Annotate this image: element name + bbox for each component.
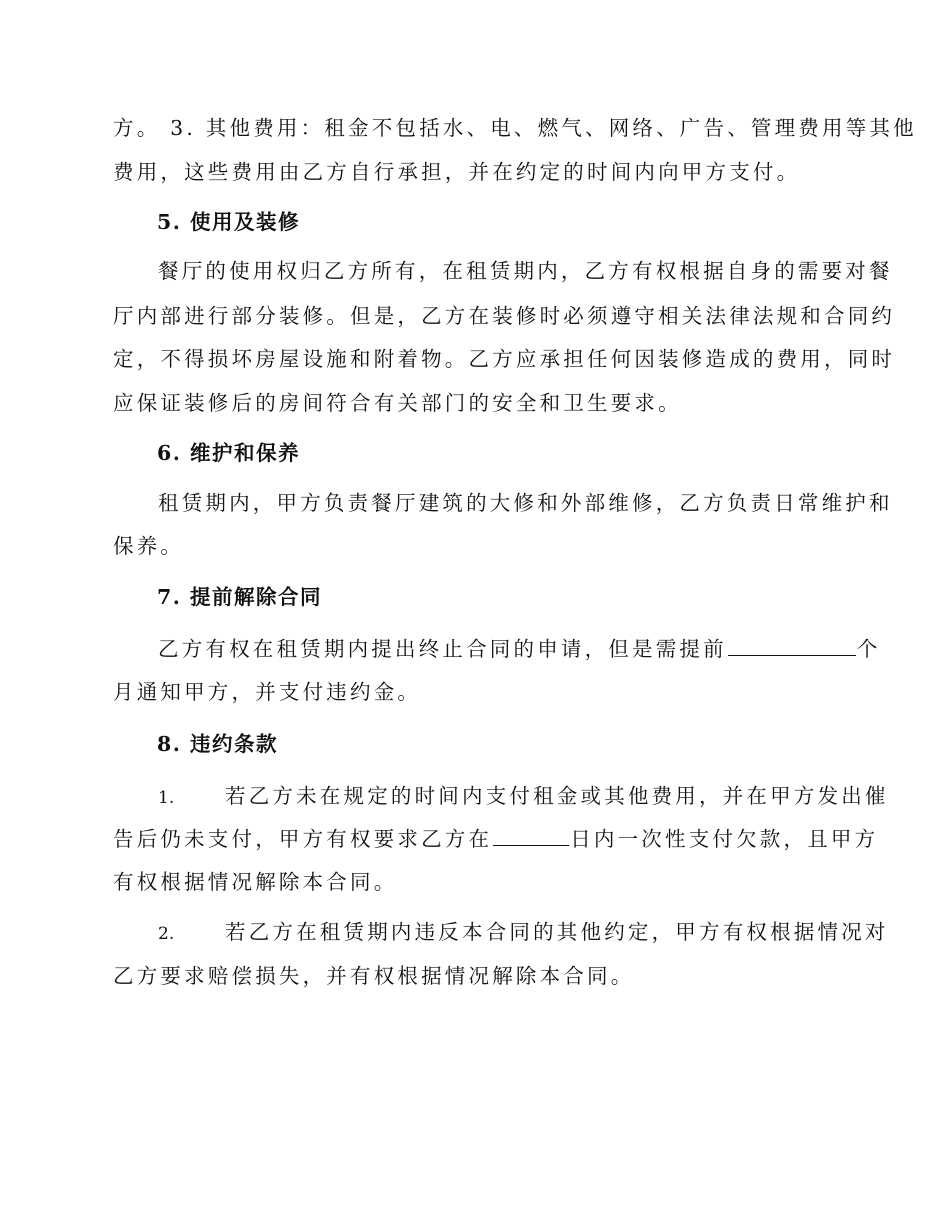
paragraph-text: 个 bbox=[856, 637, 881, 661]
paragraph-line: 定，不得损坏房屋设施和附着物。乙方应承担任何因装修造成的费用，同时 bbox=[113, 347, 896, 371]
paragraph-line: 租赁期内，甲方负责餐厅建筑的大修和外部维修，乙方负责日常维护和 bbox=[158, 491, 893, 515]
paragraph-line: 餐厅的使用权归乙方所有，在租赁期内，乙方有权根据自身的需要对餐 bbox=[158, 259, 893, 283]
paragraph-text: 告后仍未支付，甲方有权要求乙方在 bbox=[113, 827, 493, 851]
fill-in-blank-months[interactable] bbox=[728, 637, 856, 656]
paragraph-line: 方。 3. 其他费用：租金不包括水、电、燃气、网络、广告、管理费用等其他 bbox=[113, 116, 917, 140]
paragraph-line: 月通知甲方，并支付违约金。 bbox=[113, 680, 422, 704]
list-item-line bbox=[158, 782, 889, 812]
section-heading-6: 6. 维护和保养 bbox=[157, 441, 301, 465]
paragraph-line: 有权根据情况解除本合同。 bbox=[113, 870, 398, 894]
list-item-number: 2. bbox=[158, 924, 175, 944]
list-item-number: 1. bbox=[158, 788, 175, 808]
section-heading-7: 7. 提前解除合同 bbox=[157, 585, 323, 609]
paragraph-text: 乙方有权在租赁期内提出终止合同的申请，但是需提前 bbox=[158, 637, 727, 661]
paragraph-text: 若乙方在租赁期内违反本合同的其他约定，甲方有权根据情况对 bbox=[225, 920, 889, 944]
paragraph-line: 厅内部进行部分装修。但是，乙方在装修时必须遵守相关法律法规和合同约 bbox=[113, 304, 896, 328]
section-heading-5: 5. 使用及装修 bbox=[157, 210, 301, 234]
paragraph-line bbox=[158, 635, 881, 663]
paragraph-line: 应保证装修后的房间符合有关部门的安全和卫生要求。 bbox=[113, 391, 682, 415]
paragraph-line: 乙方要求赔偿损失，并有权根据情况解除本合同。 bbox=[113, 964, 635, 988]
paragraph-line: 费用，这些费用由乙方自行承担，并在约定的时间内向甲方支付。 bbox=[113, 160, 801, 184]
paragraph-line: 保养。 bbox=[113, 534, 185, 558]
paragraph-text: 日内一次性支付欠款，且甲方 bbox=[570, 827, 879, 851]
paragraph-text: 若乙方未在规定的时间内支付租金或其他费用，并在甲方发出催 bbox=[225, 784, 889, 808]
list-item-line bbox=[158, 918, 889, 948]
paragraph-line bbox=[113, 825, 878, 853]
section-heading-8: 8. 违约条款 bbox=[157, 732, 279, 756]
fill-in-blank-days[interactable] bbox=[493, 827, 569, 846]
